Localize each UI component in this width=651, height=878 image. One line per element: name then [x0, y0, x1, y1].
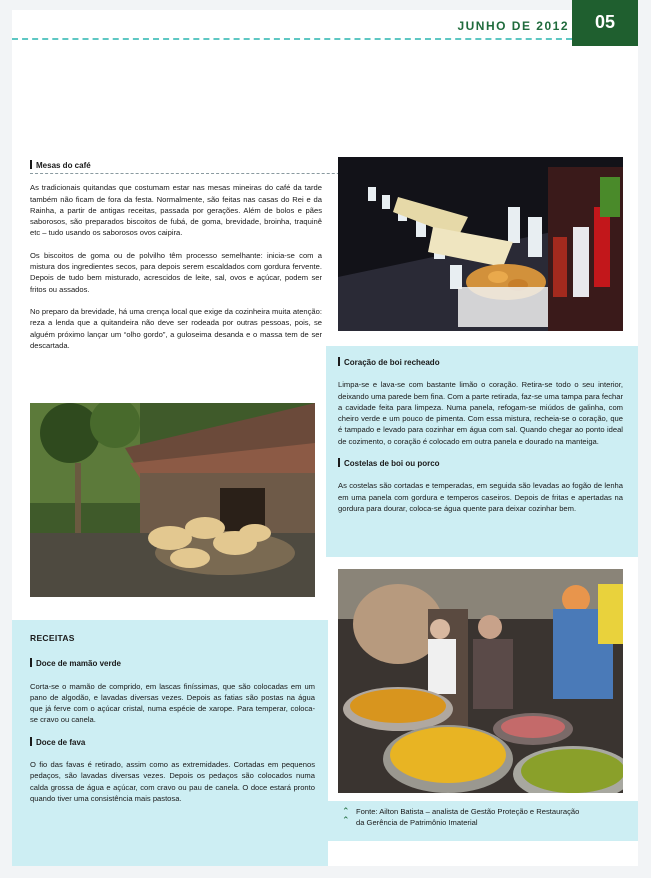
header-dashed-line	[12, 38, 572, 40]
receitas-title: RECEITAS	[30, 633, 75, 643]
costelas-heading: Costelas de boi ou porco	[344, 459, 440, 469]
costelas-text: As costelas são cortadas e temperadas, em seguida são levadas ao fogão de lenha em uma panela com gordura e temperos caseiros. Depois de fritas e apertadas na gordura para dourar, coloca-se água quente para deixar cozinhar bem.	[338, 481, 623, 513]
photo-hut-chickens	[30, 403, 315, 597]
mesas-paragraph-2: Os biscoitos de goma ou de polvilho têm processo semelhante: inicia-se com a mistura dos ingredientes secos, para depois serem escaldados com gordura fervente. Depois de tudo bem misturado, acrescidos de leite, sal, ovos e açúcar, podem ser fritos ou assados.	[30, 250, 322, 294]
chevron-up-icon: ⌃ ⌃	[342, 806, 350, 825]
fava-heading: Doce de fava	[36, 737, 86, 747]
coracao-heading: Coração de boi recheado	[344, 358, 440, 367]
mesas-paragraph-3: No preparo da brevidade, há uma crença local que exige da cozinheira muita atenção: reza a lenda que a quitandeira não deve ser rodeada por outras pessoas, pois, se alguém próximo lançar um “olho gordo”, a guloseima desanda e o massa tem de ser descartada.	[30, 306, 322, 350]
mamao-text: Corta-se o mamão de comprido, em lascas finíssimas, que são colocadas em um pano de algodão, e lavadas diversas vezes. Depois as fatias são postas na água que já ferve com o açúcar cristal, numa espécie de xarope. Para temperar, coloca-se cravo ou canela.	[30, 681, 315, 725]
issue-date: JUNHO DE 2012	[457, 19, 569, 33]
coracao-text: Limpa-se e lava-se com bastante limão o coração. Retira-se todo o seu interior, deixando uma parede bem fina. Com a parte retirada, faz-se uma tampa para fechar a cavidade feita para limpeza. Numa panela, refogam-se miúdos de galinha, com cheiro verde e um pouco de pimenta. Com essa mistura, recheia-se o coração, que é tampado e levado para cozinhar em água com sal. Quando chegar ao ponto ideal de cozimento, o coração é colocado em outra panela e dourado na manteiga.	[338, 380, 623, 446]
fava-text: O fio das favas é retirado, assim como as extremidades. Cortadas em pequenos pedaços, são lavadas diversas vezes. Depois os pedaços são colocados numa calda grossa de água e açúcar, com cravo ou pau de canela. O doce estará pronto quando tiver uma consistência mais pastosa.	[30, 760, 315, 803]
mesas-section	[30, 160, 322, 362]
heading-bar	[30, 737, 32, 746]
receitas-section	[30, 633, 315, 815]
heading-bar	[338, 458, 340, 467]
coracao-section	[338, 357, 623, 525]
heading-bar	[30, 160, 32, 169]
credit-line-2: da Gerência de Patrimônio Imaterial	[356, 818, 478, 827]
credit-line-1: Fonte: Ailton Batista – analista de Gestão Proteção e Restauração	[356, 807, 580, 816]
photo-kitchen-pots	[338, 569, 623, 793]
mesas-paragraph-1: As tradicionais quitandas que costumam estar nas mesas mineiras do café da tarde também não ficam de fora da festa. Normalmente, são feitas nas casas do Rei e da Rainha, a partir de antigas receitas, passada por gerações. Além de bolos e pães saborosos, são preparados biscoitos de fubá, de goma, brevidade, broinha, traquinê etc – tudo usando os saborosos ovos caipira.	[30, 183, 322, 238]
credit-text	[356, 806, 616, 828]
heading-bar	[338, 357, 340, 366]
heading-bar	[30, 658, 32, 667]
photo-food-table	[338, 157, 623, 331]
page-number: 05	[572, 0, 638, 46]
mamao-heading: Doce de mamão verde	[36, 659, 121, 669]
mesas-heading: Mesas do café	[36, 161, 91, 170]
